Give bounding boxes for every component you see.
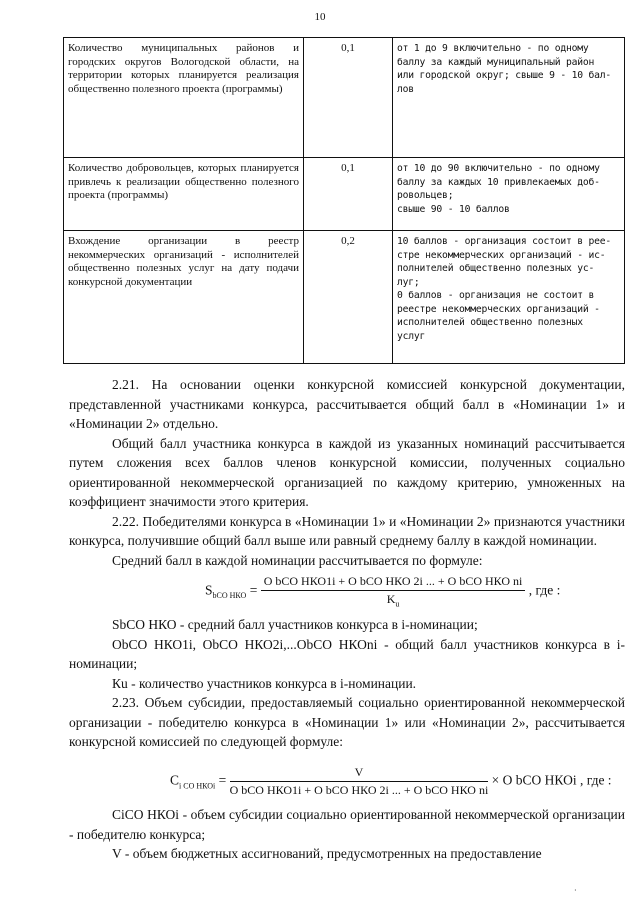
scale-cell xyxy=(393,231,625,364)
paragraph-total-score: Общий балл участника конкурса в каждой из указанных номинаций рассчитывается путем сложения всех баллов членов конкурсной комиссии, полученных социально ориентированной некоммерческой организацией по каждому критерию, умноженных на коэффициент значимости этого критерия. xyxy=(69,435,625,509)
scale-line: реестре некоммерческих организаций - xyxy=(397,303,600,315)
scale-line: услуг xyxy=(397,330,426,342)
paragraph-2-21: 2.21. На основании оценки конкурсной комиссией конкурсной документации, представленной участниками конкурса, рассчитывается общий балл в «Номинации 1» и «Номинации 2» отдельно. xyxy=(69,377,625,431)
denominator-subscript: u xyxy=(395,599,400,609)
formula-denominator xyxy=(261,591,526,608)
coefficient-cell: 0,1 xyxy=(304,38,393,158)
scale-line: баллу за каждый муниципальный район xyxy=(397,56,595,68)
scale-line: полнителей общественно полезных ус- xyxy=(397,263,595,274)
formula-lhs-subscript: bCO НКО xyxy=(212,590,247,600)
table-row xyxy=(64,158,625,231)
scale-line: свыше 90 - 10 баллов xyxy=(397,203,510,215)
formula-subsidy xyxy=(170,765,612,798)
table-row xyxy=(64,231,625,364)
formula-fraction xyxy=(230,765,489,798)
scale-cell xyxy=(393,38,625,158)
formula-fraction xyxy=(261,574,526,608)
formula-lhs: S xyxy=(205,582,213,598)
body-text-upper xyxy=(69,375,625,570)
scale-line: ровольцев; xyxy=(397,190,454,201)
scale-line: баллу за каждых 10 привлекаемых доб- xyxy=(397,176,600,188)
equals-sign: = xyxy=(218,772,227,788)
scale-line: от 1 до 9 включительно - по одному xyxy=(397,43,589,54)
formula-tail: × O bCO НКОi , где : xyxy=(491,772,612,788)
scale-cell xyxy=(393,158,625,231)
formula-numerator: O bCO НКО1i + O bCO НКО 2i ... + O bCO НКО ni xyxy=(261,574,526,591)
criteria-table xyxy=(63,37,625,364)
paragraph-2-22: 2.22. Победителями конкурса в «Номинации 1» и «Номинации 2» признаются участники конкурса, получившие общий балл выше или равный среднему баллу в каждой номинации. xyxy=(69,513,625,548)
formula-average-score xyxy=(205,574,560,608)
scale-line: исполнителей общественно полезных xyxy=(397,317,583,328)
criterion-cell: Количество добровольцев, которых планируется привлечь к реализации общественно полезного проекта (программы) xyxy=(64,158,304,231)
criterion-cell: Количество муниципальных районов и городских округов Вологодской области, на территории которых планируется реализация общественно полезного проекта (программы) xyxy=(64,38,304,158)
formula-lhs-subscript: i CO НКОi xyxy=(179,781,216,791)
coefficient-cell: 0,2 xyxy=(304,231,393,364)
equals-sign: = xyxy=(249,582,258,598)
formula-tail: , где : xyxy=(528,582,561,598)
scale-line: или городской округ; свыше 9 - 10 бал- xyxy=(397,70,612,81)
paragraph-2-23: 2.23. Объем субсидии, предоставляемый социально ориентированной некоммерческой организации - победителю конкурса в «Номинации 1» или «Номинации 2», рассчитывается конкурсной комиссией по следующей формуле: xyxy=(69,695,625,749)
formula-numerator: V xyxy=(230,765,489,782)
scale-line: лов xyxy=(397,83,414,95)
paragraph-average-formula-intro: Средний балл в каждой номинации рассчитывается по формуле: xyxy=(112,552,483,568)
criterion-cell: Вхождение организации в реестр некоммерческих организаций - исполнителей общественно полезных услуг на дату подачи конкурсной документации xyxy=(64,231,304,364)
scale-line: 0 баллов - организация не состоит в xyxy=(397,290,595,301)
page-number: 10 xyxy=(314,11,326,23)
coefficient-cell: 0,1 xyxy=(304,158,393,231)
scale-line: луг; xyxy=(397,276,420,288)
scale-line: от 10 до 90 включительно - по одному xyxy=(397,163,600,174)
body-text-definitions xyxy=(69,615,625,752)
definition-k: Кu - количество участников конкурса в i-номинации. xyxy=(112,675,417,691)
scan-speck: · xyxy=(574,886,577,895)
definition-o: ObCO НКО1i, ObCO НКО2i,...ObCO НКОni - общий балл участников конкурса в i-номинации; xyxy=(69,636,625,671)
body-text-lower xyxy=(69,805,625,864)
scale-line: стре некоммерческих организаций - ис- xyxy=(397,249,606,261)
table-row xyxy=(64,38,625,158)
formula-lhs: C xyxy=(170,772,180,788)
definition-c: CiCO НКОi - объем субсидии социально ориентированной некоммерческой организации - победителю конкурса; xyxy=(69,807,625,842)
formula-denominator: O bCO НКО1i + O bCO НКО 2i ... + O bCO НКО ni xyxy=(229,783,489,797)
denominator-symbol: K xyxy=(386,592,396,606)
scale-line: 10 баллов - организация состоит в рее- xyxy=(397,236,612,247)
definition-v: V - объем бюджетных ассигнований, предусмотренных на предоставление xyxy=(112,846,542,861)
definition-s: SbCO НКО - средний балл участников конкурса в i-номинации; xyxy=(112,617,478,632)
